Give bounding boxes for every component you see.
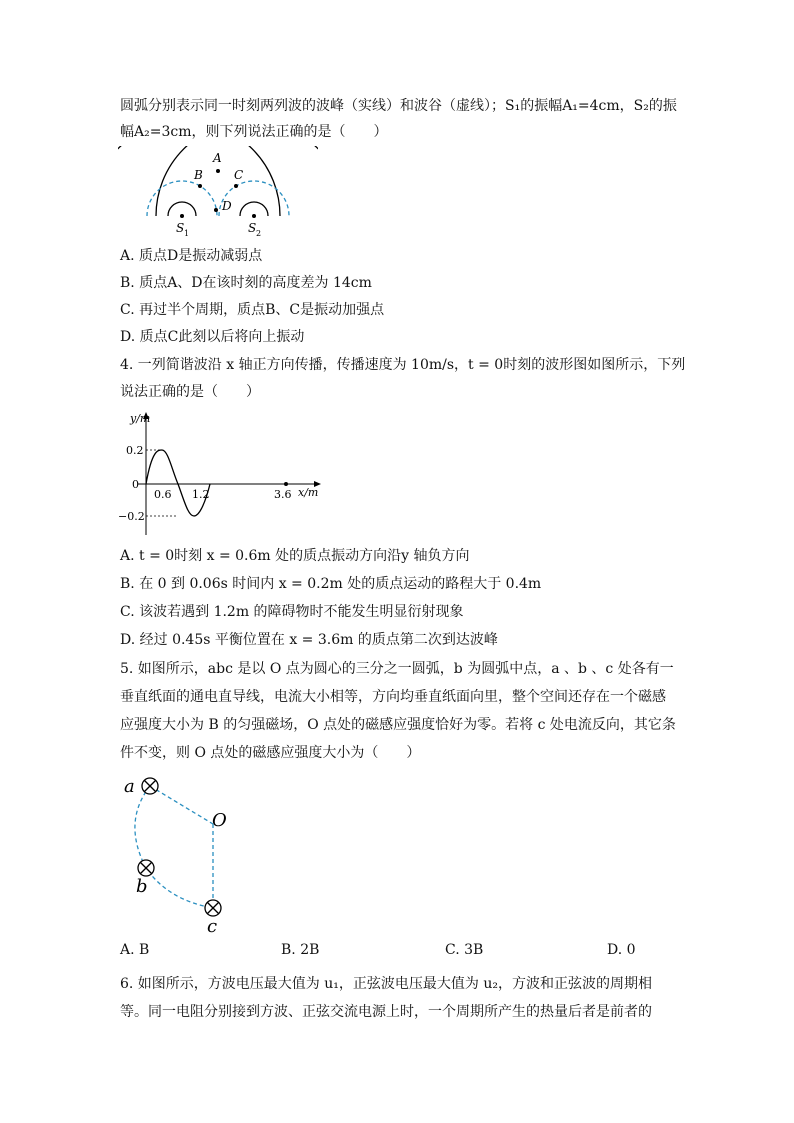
q5-option-c: C. 3B: [445, 942, 484, 958]
q3-stem-line1: 圆弧分别表示同一时刻两列波的波峰（实线）和波谷（虚线）；S₁的振幅A₁=4cm，S₂的振: [120, 98, 677, 114]
wire-a-into-page-icon: [142, 778, 158, 794]
label-S1-sub: 1: [184, 229, 190, 238]
source-S2: [252, 214, 256, 218]
q3-option-b: B. 质点A、D在该时刻的高度差为 14cm: [120, 275, 372, 291]
point-C: [234, 184, 238, 188]
tick-y-zero: 0: [132, 478, 139, 491]
point-x3.6: [284, 482, 288, 486]
q4-stem-line2: 说法正确的是（ ）: [120, 384, 260, 400]
q3-option-a: A. 质点D是振动减弱点: [120, 248, 263, 264]
q5-stem-line3: 应强度大小为 B 的匀强磁场，O 点处的磁感应强度恰好为零。若将 c 处电流反向，其它条: [120, 717, 676, 733]
q3-option-d: D. 质点C此刻以后将向上振动: [120, 329, 305, 345]
q3-option-c: C. 再过半个周期，质点B、C是振动加强点: [120, 302, 385, 318]
tick-y-bottom: −0.2: [118, 510, 145, 523]
q4-stem-line1: 4. 一列简谐波沿 x 轴正方向传播，传播速度为 10m/s，t = 0时刻的波形图如图所示，下列: [120, 357, 686, 373]
q3-stem-line2: 幅A₂=3cm，则下列说法正确的是（ ）: [120, 124, 388, 140]
q4-option-d: D. 经过 0.45s 平衡位置在 x = 3.6m 的质点第二次到达波峰: [120, 632, 498, 648]
s1-crest-arc-small: [168, 202, 196, 216]
tick-x2: 1.2: [192, 488, 210, 501]
label-A: A: [213, 151, 222, 165]
q6-stem-line2: 等。同一电阻分别接到方波、正弦交流电源上时，一个周期所产生的热量后者是前者的: [120, 1004, 652, 1020]
tick-y-top: 0.2: [126, 444, 144, 457]
label-B: B: [194, 168, 203, 182]
q5-stem-line4: 件不变，则 O 点处的磁感应强度大小为（ ）: [120, 745, 421, 761]
q4-wave-graph: [118, 410, 328, 540]
label-S2-sub: 2: [256, 229, 262, 238]
source-S1: [180, 214, 184, 218]
label-b: b: [136, 876, 148, 897]
q5-option-b: B. 2B: [281, 942, 320, 958]
q6-stem-line1: 6. 如图所示，方波电压最大值为 u₁，正弦波电压最大值为 u₂，方波和正弦波的周期相: [120, 976, 652, 992]
label-a: a: [124, 776, 135, 797]
q5-stem-line1: 5. 如图所示，abc 是以 O 点为圆心的三分之一圆弧，b 为圆弧中点，a 、b 、c 处各有一: [120, 661, 674, 677]
q4-option-a: A. t = 0时刻 x = 0.6m 处的质点振动方向沿y 轴负方向: [120, 548, 470, 564]
q5-option-a: A. B: [120, 942, 150, 958]
point-D: [214, 208, 218, 212]
q4-option-c: C. 该波若遇到 1.2m 的障碍物时不能发生明显衍射现象: [120, 604, 464, 620]
label-D: D: [222, 199, 232, 213]
q5-stem-line2: 垂直纸面的通电直导线，电流大小相等，方向均垂直纸面向里，整个空间还存在一个磁感: [120, 689, 666, 705]
label-O: O: [212, 810, 227, 831]
point-B: [198, 184, 202, 188]
label-C: C: [234, 168, 244, 182]
q5-option-d: D. 0: [607, 942, 636, 958]
tick-x1: 0.6: [154, 488, 172, 501]
wire-b-into-page-icon: [138, 860, 154, 876]
label-c: c: [207, 916, 218, 937]
tick-x3: 3.6: [274, 488, 292, 501]
radius-oa: [150, 786, 213, 824]
point-A: [216, 169, 220, 173]
q4-option-b: B. 在 0 到 0.06s 时间内 x = 0.2m 处的质点运动的路程大于 0.4m: [120, 576, 542, 592]
label-S2: S: [248, 221, 257, 235]
q5-arc-figure: [118, 772, 248, 938]
wire-c-into-page-icon: [205, 900, 221, 916]
x-axis-label: x/m: [298, 486, 319, 499]
wave-curve: [146, 450, 210, 516]
q5-options-row: [120, 942, 640, 962]
y-axis-label: y/m: [130, 412, 151, 425]
label-S1: S: [176, 221, 185, 235]
q3-interference-figure: [118, 146, 318, 238]
s2-crest-arc-small: [240, 202, 268, 216]
